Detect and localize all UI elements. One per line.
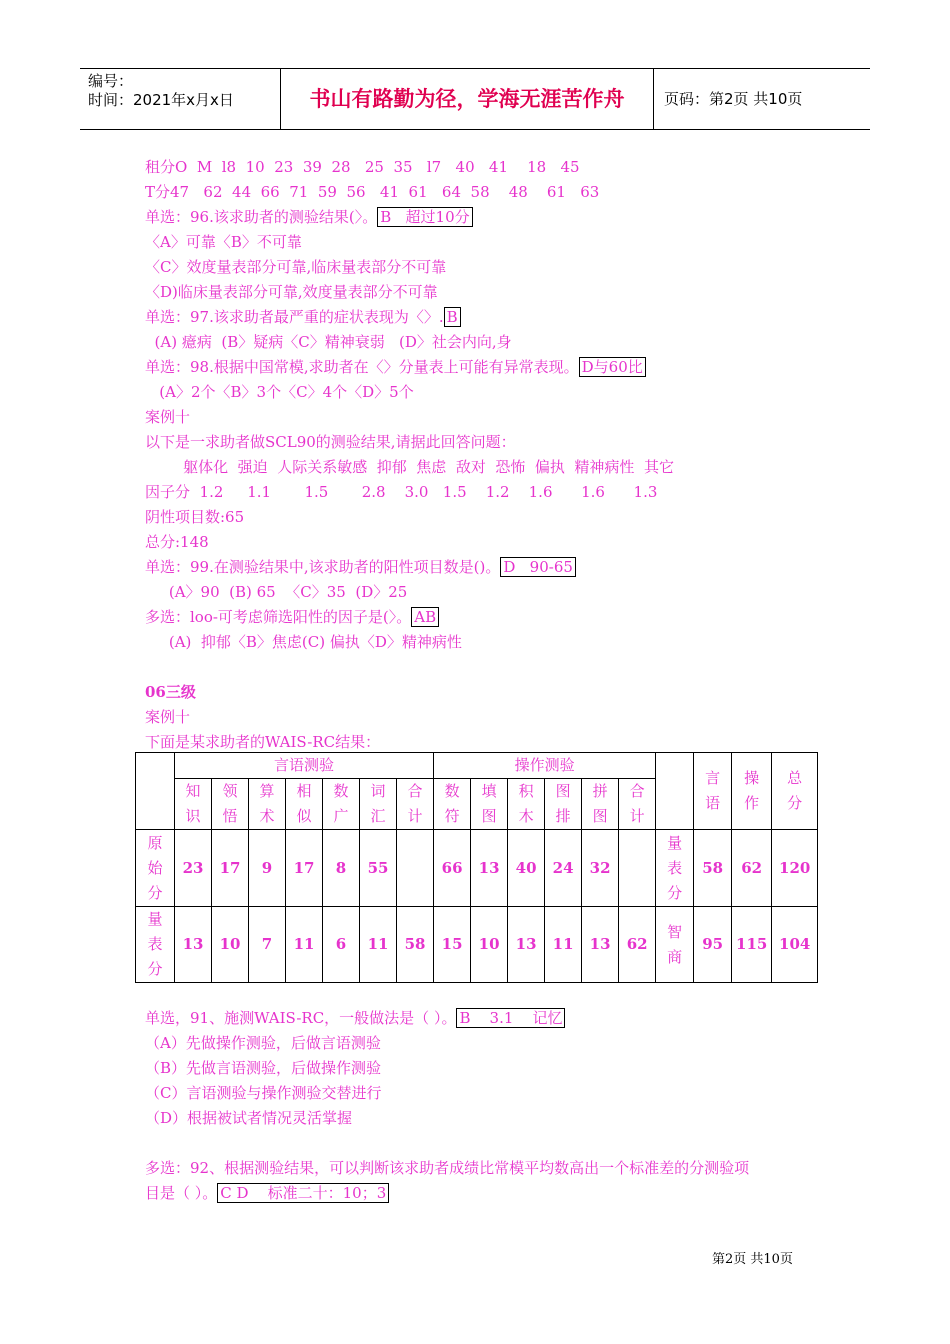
option-line: （A）先做操作测验，后做言语测验 bbox=[145, 1034, 381, 1052]
table-cell: 13 bbox=[508, 907, 545, 983]
option-line: (A〉90 (B) 65 〈C〉35 (D〉25 bbox=[145, 583, 408, 601]
subtest-header: 图 排 bbox=[545, 779, 582, 830]
row-label: 量 表 分 bbox=[136, 907, 175, 983]
question-92: 多选：92、根据测验结果，可以判断该求助者成绩比常模平均数高出一个标准差的分测验项 bbox=[145, 1159, 750, 1177]
section-heading: 06三级 bbox=[145, 683, 196, 701]
table-cell: 6 bbox=[323, 907, 360, 983]
table-cell: 13 bbox=[582, 907, 619, 983]
table-cell: 55 bbox=[360, 830, 397, 907]
question-91 bbox=[145, 1008, 565, 1028]
subtest-header: 合 计 bbox=[397, 779, 434, 830]
table-cell: 7 bbox=[249, 907, 286, 983]
table-cell bbox=[397, 830, 434, 907]
answer-box: B 3.1 记忆 bbox=[456, 1008, 565, 1028]
table-cell: 58 bbox=[397, 907, 434, 983]
question-99 bbox=[145, 557, 576, 577]
table-cell: 11 bbox=[360, 907, 397, 983]
table-cell: 8 bbox=[323, 830, 360, 907]
subtest-header: 拼 图 bbox=[582, 779, 619, 830]
table-cell: 17 bbox=[286, 830, 323, 907]
table-cell: 120 bbox=[772, 830, 818, 907]
page-footer: 第2页 共10页 bbox=[712, 1252, 793, 1267]
header-meta bbox=[80, 69, 281, 129]
table-cell: 24 bbox=[545, 830, 582, 907]
summary-header: 操 作 bbox=[732, 753, 772, 830]
question-92-cont bbox=[145, 1183, 389, 1203]
table-cell: 10 bbox=[212, 907, 249, 983]
subtest-header: 数 广 bbox=[323, 779, 360, 830]
table-cell: 66 bbox=[434, 830, 471, 907]
table-cell: 32 bbox=[582, 830, 619, 907]
code-label: 编号： bbox=[88, 72, 134, 90]
answer-box: D 90-65 bbox=[500, 557, 576, 577]
table-cell bbox=[136, 753, 175, 830]
option-line: (A) 抑郁〈B〉焦虑(C) 偏执〈D〉精神病性 bbox=[145, 633, 462, 651]
header-motto: 书山有路勤为径，学海无涯苦作舟 bbox=[281, 69, 654, 129]
case-heading: 案例十 bbox=[145, 408, 191, 426]
table-cell: 23 bbox=[175, 830, 212, 907]
table-cell: 115 bbox=[732, 907, 772, 983]
table-cell: 95 bbox=[694, 907, 732, 983]
verbal-group-header: 言语测验 bbox=[175, 753, 434, 779]
question-text: 目是（ ）。 bbox=[145, 1184, 218, 1202]
subtest-header: 积 木 bbox=[508, 779, 545, 830]
mid-label: 量 表 分 bbox=[656, 830, 694, 907]
summary-header: 言 语 bbox=[694, 753, 732, 830]
answer-box: AB bbox=[411, 607, 439, 627]
subtest-header: 词 汇 bbox=[360, 779, 397, 830]
subtest-header: 领 悟 bbox=[212, 779, 249, 830]
mid-label: 智 商 bbox=[656, 907, 694, 983]
case-heading: 案例十 bbox=[145, 708, 191, 726]
option-line: 〈D)临床量表部分可靠,效度量表部分不可靠 bbox=[145, 283, 438, 301]
scl-intro: 以下是一求助者做SCL90的测验结果,请据此回答问题： bbox=[145, 433, 516, 451]
question-text: 多选：loo-可考虑筛选阳性的因子是(〉。 bbox=[145, 608, 412, 626]
row-label: 原 始 分 bbox=[136, 830, 175, 907]
table-cell: 58 bbox=[694, 830, 732, 907]
question-text: 单选：97.该求助者最严重的症状表现为〈〉. bbox=[145, 308, 444, 326]
table-cell: 104 bbox=[772, 907, 818, 983]
table-cell: 13 bbox=[471, 830, 508, 907]
table-cell: 9 bbox=[249, 830, 286, 907]
table-row-scaled bbox=[136, 907, 818, 983]
scl-factor-names: 躯体化 强迫 人际关系敏感 抑郁 焦虑 敌对 恐怖 偏执 精神病性 其它 bbox=[145, 458, 674, 476]
scl-negative-count: 阴性项目数:65 bbox=[145, 508, 245, 526]
scl-total: 总分:148 bbox=[145, 533, 209, 551]
scl-factor-scores: 因子分 1.2 1.1 1.5 2.8 3.0 1.5 1.2 1.6 1.6 1.3 bbox=[145, 483, 658, 501]
option-line: (A) 癔病 (B〉疑病〈C〉精神衰弱 (D〉社会内向,身 bbox=[145, 333, 512, 351]
question-text: 单选，91、施测WAIS-RC，一般做法是（ ）。 bbox=[145, 1009, 457, 1027]
question-96 bbox=[145, 207, 473, 227]
table-cell: 62 bbox=[619, 907, 656, 983]
table-row-raw bbox=[136, 830, 818, 907]
question-98 bbox=[145, 357, 646, 377]
table-cell: 13 bbox=[175, 907, 212, 983]
question-100 bbox=[145, 607, 439, 627]
time-label: 时间：2021年x月x日 bbox=[88, 91, 234, 109]
option-line: （D）根据被试者情况灵活掌握 bbox=[145, 1109, 353, 1127]
question-text: 单选：99.在测验结果中,该求助者的阳性项目数是()。 bbox=[145, 558, 501, 576]
table-cell: 17 bbox=[212, 830, 249, 907]
subtest-header: 知 识 bbox=[175, 779, 212, 830]
table-cell: 62 bbox=[732, 830, 772, 907]
answer-box: C D 标准二十：10；3 bbox=[217, 1183, 389, 1203]
question-97 bbox=[145, 307, 461, 327]
table-cell: 10 bbox=[471, 907, 508, 983]
subtest-header: 算 术 bbox=[249, 779, 286, 830]
performance-group-header: 操作测验 bbox=[434, 753, 656, 779]
mmpi-raw-row: 租分O M l8 10 23 39 28 25 35 l7 40 41 18 45 bbox=[145, 158, 580, 176]
table-cell: 40 bbox=[508, 830, 545, 907]
table-cell bbox=[656, 753, 694, 830]
subtest-header: 相 似 bbox=[286, 779, 323, 830]
answer-box: B 超过10分 bbox=[377, 207, 472, 227]
header-page-info: 页码：第2页 共10页 bbox=[664, 90, 803, 108]
table-cell: 11 bbox=[545, 907, 582, 983]
option-line: 〈C〉效度量表部分可靠,临床量表部分不可靠 bbox=[145, 258, 447, 276]
table-cell: 15 bbox=[434, 907, 471, 983]
summary-header: 总 分 bbox=[772, 753, 818, 830]
question-text: 单选：98.根据中国常模,求助者在〈〉分量表上可能有异常表现。 bbox=[145, 358, 579, 376]
option-line: （C）言语测验与操作测验交替进行 bbox=[145, 1084, 382, 1102]
wais-intro: 下面是某求助者的WAIS-RC结果： bbox=[145, 733, 381, 751]
subtest-header: 填 图 bbox=[471, 779, 508, 830]
mmpi-t-row: T分47 62 44 66 71 59 56 41 61 64 58 48 61 63 bbox=[145, 183, 600, 201]
question-text: 单选：96.该求助者的测验结果(〉。 bbox=[145, 208, 378, 226]
page-header bbox=[80, 68, 870, 130]
wais-table bbox=[135, 752, 818, 983]
option-line: 〈A〉可靠〈B〉不可靠 bbox=[145, 233, 302, 251]
answer-box: D与60比 bbox=[579, 357, 646, 377]
option-line: （B）先做言语测验，后做操作测验 bbox=[145, 1059, 382, 1077]
table-row bbox=[136, 753, 818, 779]
subtest-header: 数 符 bbox=[434, 779, 471, 830]
answer-box: B bbox=[444, 307, 461, 327]
subtest-header: 合 计 bbox=[619, 779, 656, 830]
option-line: (A〉2个〈B〉3个〈C〉4个〈D〉5个 bbox=[145, 383, 414, 401]
table-cell: 11 bbox=[286, 907, 323, 983]
table-cell bbox=[619, 830, 656, 907]
